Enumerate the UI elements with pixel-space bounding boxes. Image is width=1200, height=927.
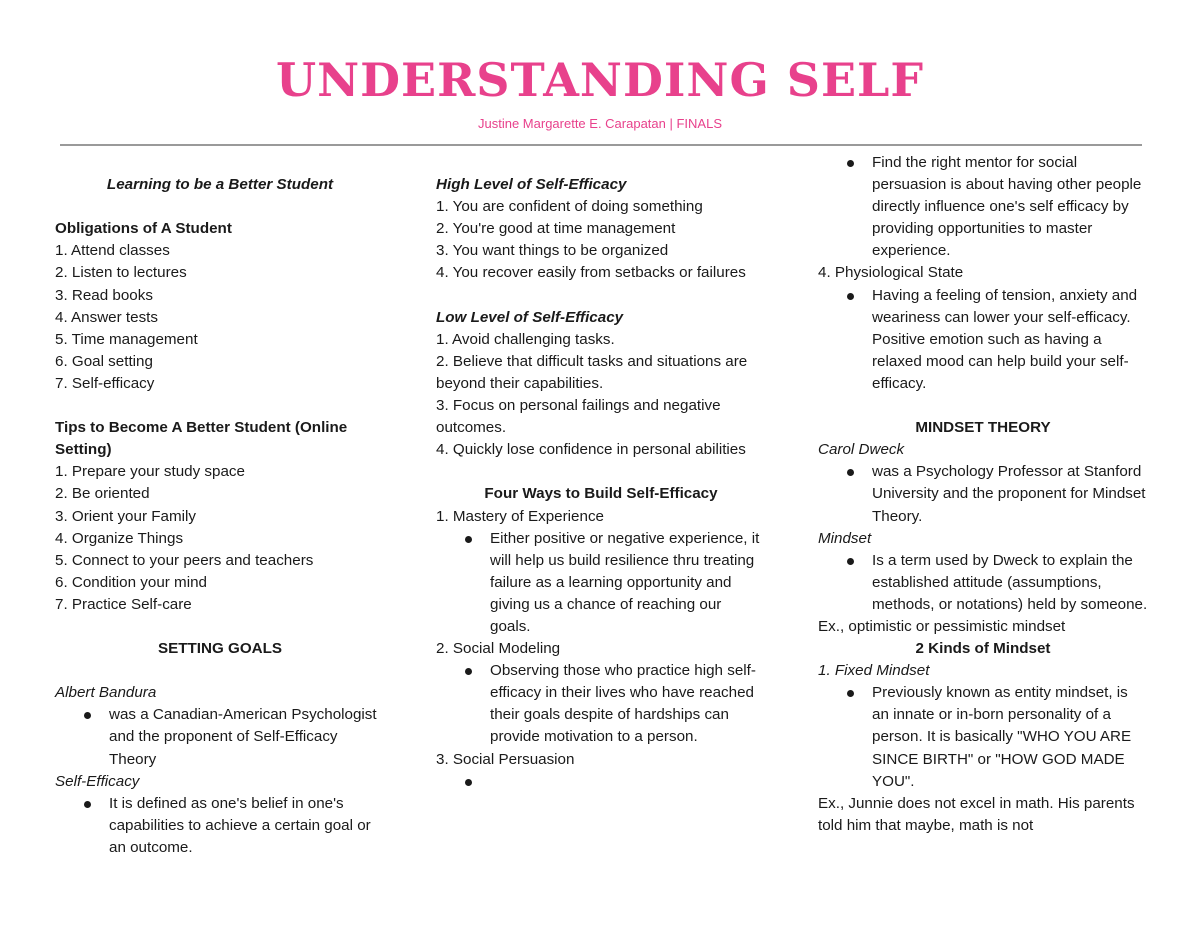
obligation-item: 4. Answer tests — [55, 308, 158, 326]
author-subtitle: Justine Margarette E. Carapatan | FINALS — [478, 116, 722, 131]
fixed-mindset-description: Previously known as entity mindset, is an innate or in-born personality of a person. It is basically "WHO YOU ARE SINCE BIRTH" or "HOW GOD MADE YOU". — [818, 682, 1148, 792]
way-item: 3. Social Persuasion — [436, 750, 575, 768]
dweck-name: Carol Dweck — [818, 441, 905, 459]
tip-item: 2. Be oriented — [55, 485, 150, 503]
section-heading-better-student: Learning to be a Better Student — [106, 176, 334, 194]
persuasion-description: Find the right mentor for social persuasion is about having other people directly influence one's self efficacy by providing opportunities to master experience. — [818, 152, 1148, 262]
persuasion-list — [818, 152, 1148, 262]
way3-empty-bullet — [436, 771, 766, 793]
way1-description: Either positive or negative experience, it will help us build resilience thru treating failure as a learning opportunity and giving us a chance of reaching our goals. — [436, 528, 766, 638]
mindset-definition: Is a term used by Dweck to explain the established attitude (assumptions, methods, or notations) held by someone. — [818, 550, 1148, 616]
tip-item: 1. Prepare your study space — [55, 463, 245, 481]
self-efficacy-definition: It is defined as one's belief in one's capabilities to achieve a certain goal or an outcome. — [55, 793, 385, 859]
mindset-list — [818, 550, 1148, 616]
fixed-mindset-list — [818, 682, 1148, 792]
bandura-list — [55, 704, 385, 770]
mindset-example: Ex., optimistic or pessimistic mindset — [818, 617, 1066, 635]
self-efficacy-list — [55, 793, 385, 859]
setting-goals-heading: SETTING GOALS — [157, 640, 283, 658]
tip-item: 7. Practice Self-care — [55, 595, 192, 613]
obligation-item: 2. Listen to lectures — [55, 264, 187, 282]
obligation-item: 5. Time management — [55, 330, 198, 348]
dweck-description: was a Psychology Professor at Stanford University and the proponent for Mindset Theory. — [818, 461, 1148, 527]
way2-list — [436, 660, 766, 748]
kinds-of-mindset-heading: 2 Kinds of Mindset — [915, 640, 1051, 658]
column-3 — [818, 152, 1148, 837]
obligation-item: 6. Goal setting — [55, 352, 153, 370]
obligation-item: 1. Attend classes — [55, 242, 170, 260]
low-item: 1. Avoid challenging tasks. — [436, 330, 615, 348]
tip-item: 6. Condition your mind — [55, 573, 207, 591]
tip-item: 4. Organize Things — [55, 529, 184, 547]
header-divider — [60, 144, 1142, 146]
way2-description: Observing those who practice high self-efficacy in their lives who have reached their goals despite of hardships can provide motivation to a person. — [436, 660, 766, 748]
tip-item: 3. Orient your Family — [55, 507, 196, 525]
obligations-heading: Obligations of A Student — [55, 220, 232, 238]
way4-list — [818, 285, 1148, 395]
mindset-theory-heading: MINDSET THEORY — [915, 419, 1051, 437]
low-self-efficacy-heading: Low Level of Self-Efficacy — [436, 308, 624, 326]
fixed-mindset-heading: 1. Fixed Mindset — [818, 662, 930, 680]
mindset-term: Mindset — [818, 529, 872, 547]
obligation-item: 7. Self-efficacy — [55, 374, 155, 392]
way-item: 1. Mastery of Experience — [436, 507, 604, 525]
tip-item: 5. Connect to your peers and teachers — [55, 551, 314, 569]
column-2 — [436, 152, 766, 793]
way-item: 2. Social Modeling — [436, 640, 561, 658]
low-item: 4. Quickly lose confidence in personal abilities — [436, 441, 746, 459]
way4-description: Having a feeling of tension, anxiety and weariness can lower your self-efficacy. Positive emotion such as having a relaxed mood can help build your self-efficacy. — [818, 285, 1148, 395]
bandura-description: was a Canadian-American Psychologist and the proponent of Self-Efficacy Theory — [55, 704, 385, 770]
obligation-item: 3. Read books — [55, 286, 153, 304]
high-item: 1. You are confident of doing something — [436, 198, 703, 216]
high-self-efficacy-heading: High Level of Self-Efficacy — [436, 176, 627, 194]
way3-list — [436, 771, 766, 793]
tips-heading: Tips to Become A Better Student (Online Setting) — [55, 419, 348, 459]
column-1 — [55, 152, 385, 859]
low-item: 3. Focus on personal failings and negative outcomes. — [436, 397, 721, 437]
high-item: 2. You're good at time management — [436, 220, 676, 238]
bandura-name: Albert Bandura — [55, 684, 157, 702]
high-item: 4. You recover easily from setbacks or failures — [436, 264, 746, 282]
high-item: 3. You want things to be organized — [436, 242, 669, 260]
way1-list — [436, 528, 766, 638]
fixed-mindset-example: Ex., Junnie does not excel in math. His parents told him that maybe, math is not — [818, 794, 1135, 834]
dweck-list — [818, 461, 1148, 527]
four-ways-heading: Four Ways to Build Self-Efficacy — [484, 485, 718, 503]
low-item: 2. Believe that difficult tasks and situations are beyond their capabilities. — [436, 352, 748, 392]
self-efficacy-term: Self-Efficacy — [55, 772, 140, 790]
way-item: 4. Physiological State — [818, 264, 964, 282]
document-title: UNDERSTANDING SELF — [275, 53, 925, 107]
